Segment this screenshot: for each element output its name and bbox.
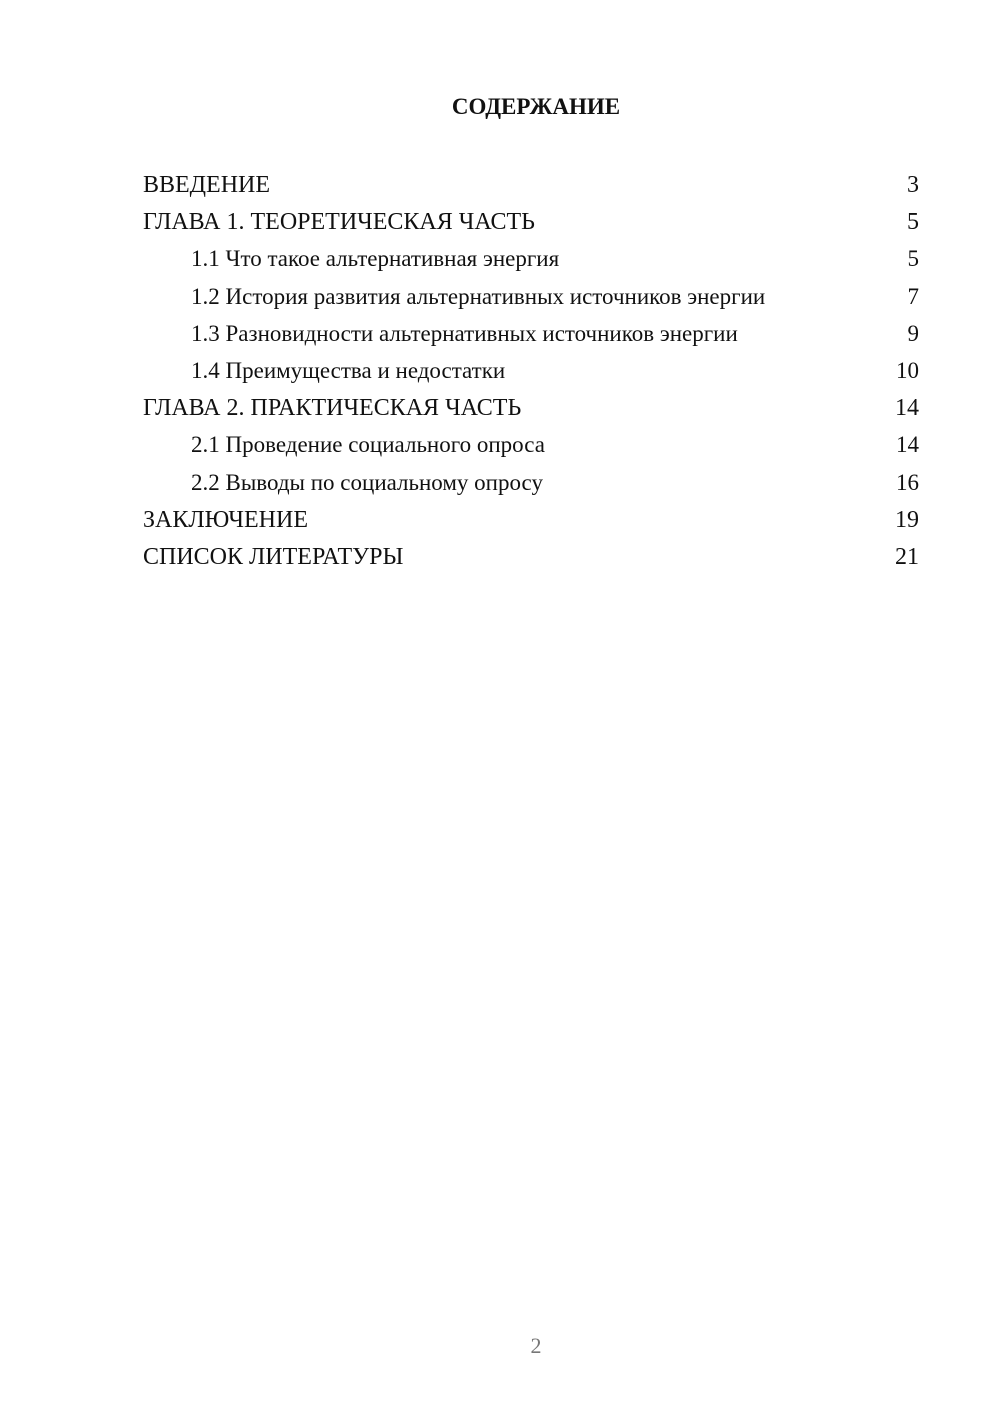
toc-entry-label: ВВЕДЕНИЕ [143,172,271,198]
toc-entry-page: 14 [895,395,919,422]
toc-entry-label: 1.3 Разновидности альтернативных источников энергии [191,320,738,346]
toc-entry-page: 21 [895,543,919,570]
toc-entry-label: СПИСОК ЛИТЕРАТУРЫ [143,543,404,570]
toc-entry-label: 1.2 История развития альтернативных источников энергии [191,283,766,309]
toc-entry-label: 2.2 Выводы по социальному опросу [191,469,543,495]
toc-entry[interactable] [143,503,919,540]
toc-entry[interactable] [143,168,919,205]
toc-entry-label: 1.1 Что такое альтернативная энергия [191,246,560,272]
toc-entry[interactable] [143,205,919,242]
toc-entry-label: 2.1 Проведение социального опроса [191,432,545,458]
toc-entry-page: 5 [907,209,919,236]
toc-subentry[interactable] [143,280,919,317]
table-of-contents [143,168,919,577]
toc-subentry[interactable] [143,317,919,354]
toc-entry-label: ГЛАВА 1. ТЕОРЕТИЧЕСКАЯ ЧАСТЬ [143,209,535,236]
toc-entry-page: 9 [907,320,919,346]
toc-entry[interactable] [143,540,919,577]
toc-subentry[interactable] [143,466,919,503]
toc-subentry[interactable] [143,354,919,391]
toc-entry-label: ЗАКЛЮЧЕНИЕ [143,506,308,533]
page-title: СОДЕРЖАНИЕ [451,94,621,119]
page-number: 2 [530,1333,542,1358]
toc-entry-page: 14 [896,432,919,458]
toc-entry-page: 7 [907,283,919,309]
toc-entry-page: 19 [895,506,919,533]
toc-entry-label: 1.4 Преимущества и недостатки [191,357,506,383]
toc-entry-page: 5 [907,246,919,272]
toc-entry-label: ГЛАВА 2. ПРАКТИЧЕСКАЯ ЧАСТЬ [143,395,522,422]
toc-entry-page: 3 [907,172,919,198]
toc-subentry[interactable] [143,242,919,279]
toc-entry-page: 10 [896,357,919,383]
toc-entry[interactable] [143,391,919,428]
toc-subentry[interactable] [143,428,919,465]
toc-entry-page: 16 [896,469,919,495]
